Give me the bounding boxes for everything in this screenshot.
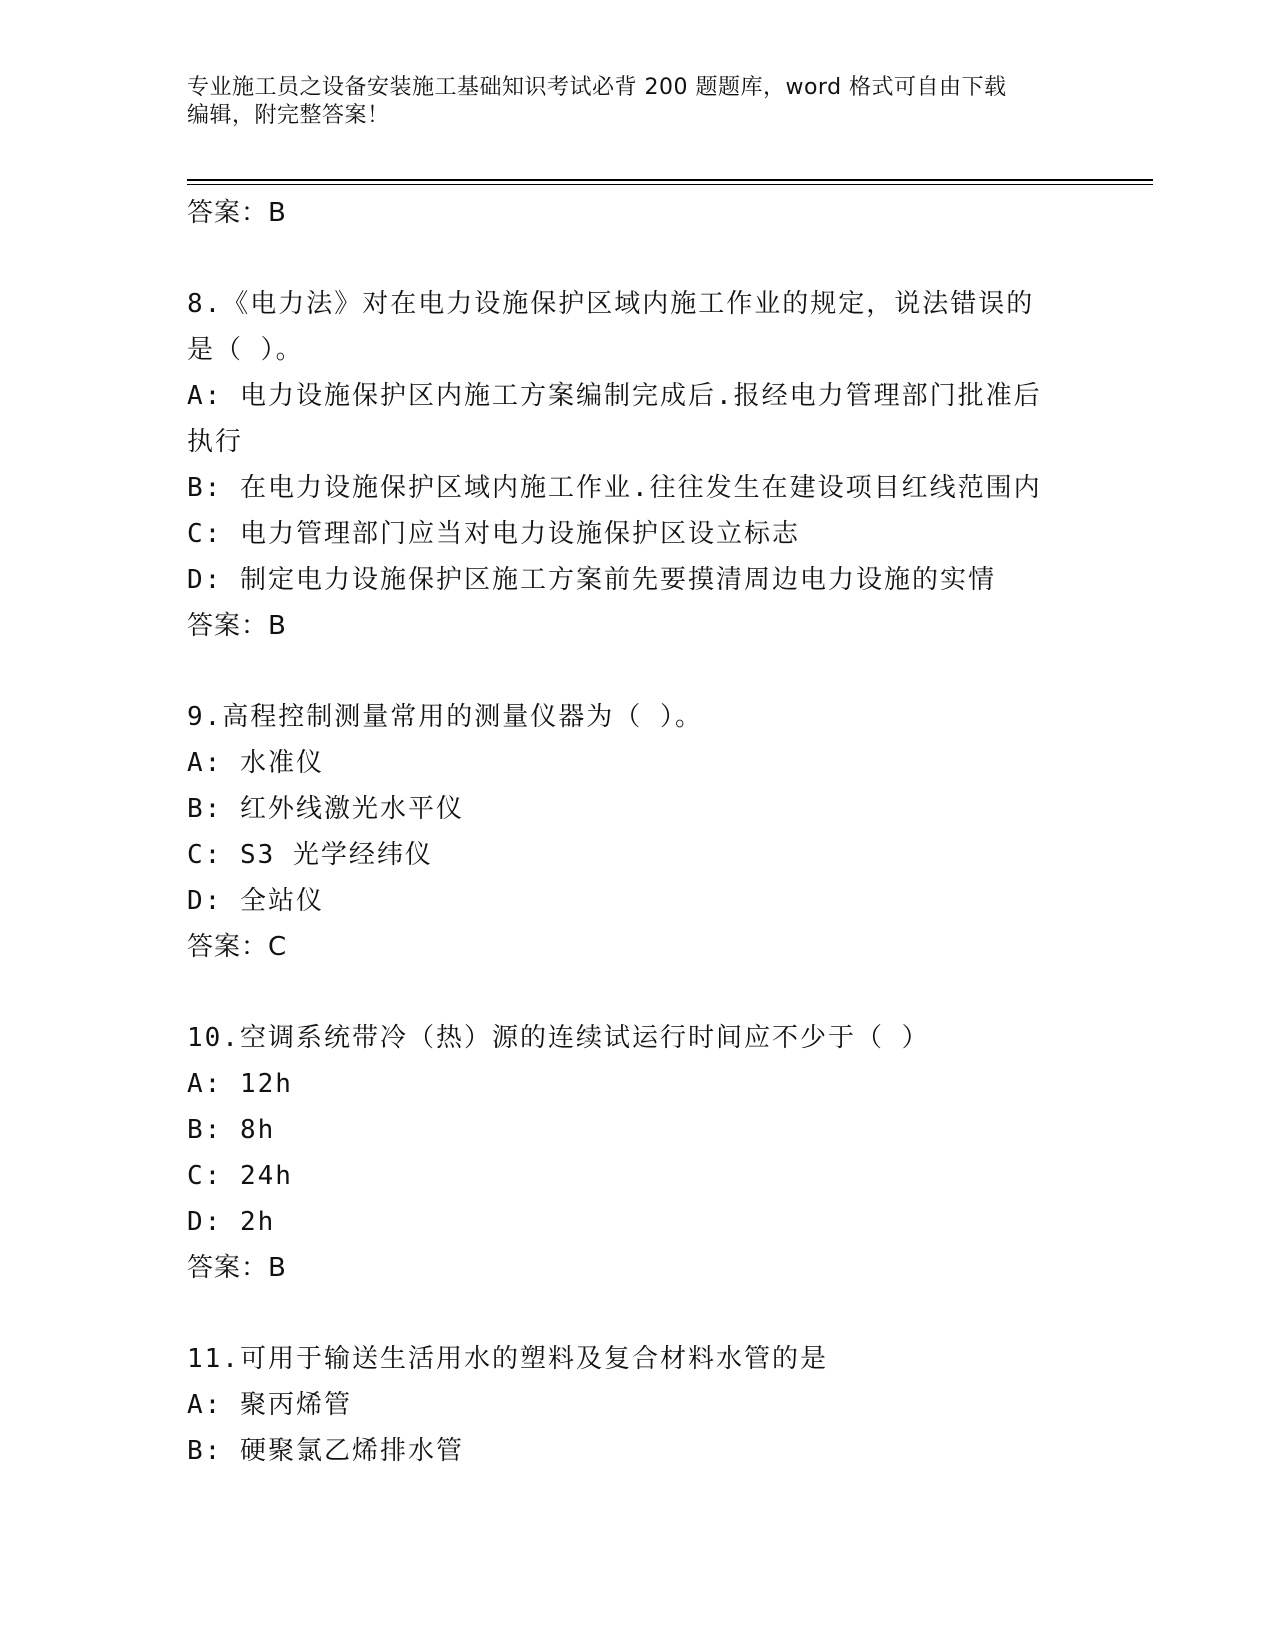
option-d: D: 制定电力设施保护区施工方案前先要摸清周边电力设施的实情 (187, 565, 996, 595)
answer-label: 答案：B (187, 1253, 287, 1283)
spacer (187, 970, 1087, 1015)
question-11 (187, 1336, 1087, 1474)
option-a: A: 电力设施保护区内施工方案编制完成后.报经电力管理部门批准后 (187, 381, 1042, 411)
option-a: A: 12h (187, 1069, 293, 1099)
question-stem: 8.《电力法》对在电力设施保护区域内施工作业的规定，说法错误的 (187, 289, 1035, 319)
option-c: C: S3 光学经纬仪 (187, 840, 433, 870)
option-a: A: 聚丙烯管 (187, 1390, 352, 1420)
question-stem: 11.可用于输送生活用水的塑料及复合材料水管的是 (187, 1344, 828, 1374)
document-header (187, 74, 1067, 130)
answer-label: 答案：C (187, 932, 288, 962)
spacer (187, 649, 1087, 694)
answer-label: 答案：B (187, 611, 287, 641)
header-rule-thick (187, 179, 1153, 181)
question-list (187, 190, 1087, 1474)
option-d: D: 全站仪 (187, 886, 324, 916)
option-b: B: 8h (187, 1115, 276, 1145)
spacer (187, 236, 1087, 281)
spacer (187, 1291, 1087, 1336)
question-10 (187, 1015, 1087, 1291)
question-stem: 是（ ）。 (187, 335, 304, 365)
header-line-2: 编辑，附完整答案！ (187, 103, 390, 128)
header-rule-thin (187, 184, 1153, 185)
option-b: B: 在电力设施保护区域内施工作业.往往发生在建设项目红线范围内 (187, 473, 1042, 503)
previous-answer: 答案：B (187, 198, 287, 228)
option-a: A: 水准仪 (187, 748, 324, 778)
option-a-continued: 执行 (187, 427, 244, 457)
option-c: C: 24h (187, 1161, 293, 1191)
question-stem: 9.高程控制测量常用的测量仪器为（ ）。 (187, 702, 703, 732)
question-stem: 10.空调系统带冷（热）源的连续试运行时间应不少于（ ） (187, 1023, 930, 1053)
option-c: C: 电力管理部门应当对电力设施保护区设立标志 (187, 519, 800, 549)
option-b: B: 红外线激光水平仪 (187, 794, 464, 824)
option-d: D: 2h (187, 1207, 276, 1237)
question-9 (187, 694, 1087, 970)
question-8 (187, 281, 1087, 649)
option-b: B: 硬聚氯乙烯排水管 (187, 1436, 464, 1466)
header-line-1: 专业施工员之设备安装施工基础知识考试必背 200 题题库，word 格式可自由下载 (187, 75, 1007, 100)
